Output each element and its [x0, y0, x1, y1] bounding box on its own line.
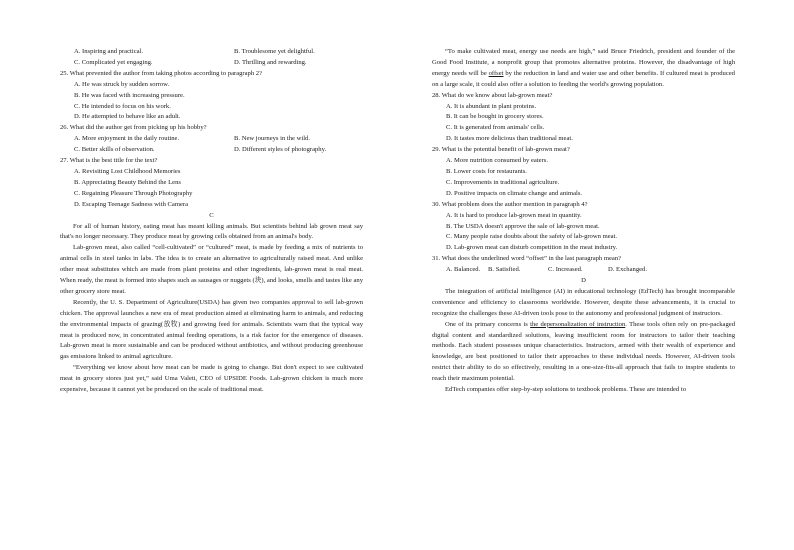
q25-option-c: C. He intended to focus on his work. [74, 102, 171, 110]
q28-stem: 28. What do we know about lab-grown meat? [432, 91, 553, 99]
q28-option-a: A. It is abundant in plant proteins. [446, 102, 537, 110]
q27-stem: 27. What is the best title for the text? [60, 157, 158, 165]
q30-stem: 30. What problem does the author mention in paragraph 4? [432, 200, 588, 208]
q31-option-c: C. Increased. [548, 266, 583, 274]
q24-option-d: D. Thrilling and rewarding. [234, 58, 307, 66]
q30-option-c: C. Many people raise doubts about the safety of lab-grown meat. [446, 233, 618, 241]
q26-options-row2 [60, 145, 363, 156]
q31-stem: 31. What does the underlined word “offset” in the last paragraph mean? [432, 255, 622, 263]
q30-option-a: A. It is hard to produce lab-grown meat in quantity. [446, 211, 582, 219]
passage-c-paragraph-4: “Everything we know about how meat can be made is going to change. But don't expect to see cultivated meat in grocery stores just yet,” said Uma Valeti, CEO of UPSIDE Foods. Lab-grown chicken is much more expensive, because it cannot yet be produced on the scale of traditional meat. [60, 364, 363, 394]
q27-option-c: C. Regaining Pleasure Through Photography [74, 189, 193, 197]
q28-option-c: C. It is generated from animals' cells. [446, 124, 545, 132]
right-column [432, 47, 735, 396]
q31-option-d: D. Exchanged. [608, 266, 647, 274]
passage-d-paragraph-2 [432, 320, 735, 385]
q28-option-b: B. It can be bought in grocery stores. [446, 113, 544, 121]
passage-c-paragraph-1: For all of human history, eating meat has meant killing animals. But scientists behind lab grown meat say that's no longer necessary. They produce meat by growing cells obtained from an animal's body. [60, 222, 363, 241]
q29-option-b: B. Lower costs for restaurants. [446, 167, 527, 175]
section-c-heading: C [209, 211, 214, 219]
paragraph-d2-text-before: One of its primary concerns is [445, 320, 531, 328]
q28-option-d: D. It tastes more delicious than traditional meat. [446, 135, 573, 143]
q24-option-a: A. Inspiring and practical. [74, 48, 144, 55]
q26-option-b: B. New journeys in the wild. [234, 135, 311, 143]
q30-option-d: D. Lab-grown meat can disturb competition in the meat industry. [446, 244, 618, 252]
underlined-phrase-depersonalization: the depersonalization of instruction [530, 320, 626, 328]
q29-option-a: A. More nutrition consumed by eaters. [446, 157, 548, 165]
paragraph-5-text-before: “To make cultivated meat, energy use needs are high,” said Bruce Friedrich, president and founder of the Good Food Institute, a nonprofit group that promotes alternative proteins. However, the disadvantage of high energy needs will be [432, 48, 735, 77]
q31-option-a: A. Balanced. [446, 266, 481, 274]
q26-options-row1 [60, 134, 363, 145]
paragraph-5-text-after: by the reduction in land and water use and other benefits. If cultured meat is produced on a large scale, it could also offer a solution to feeding the world's growing population. [432, 69, 735, 88]
q27-option-a: A. Revisiting Lost Childhood Memories [74, 167, 181, 175]
underlined-word-offset: offset [488, 69, 504, 77]
passage-c-paragraph-2: Lab-grown meat, also called “cell-cultivated” or “cultured” meat, is made by feeding a mix of nutrients to animal cells in steel tanks in labs. The idea is to create an alternative to agriculturally raised meat. And unlike other meat substitutes which are made from plant proteins and other ingredients, lab-grown meat is real meat. When ready, the meat is formed into shapes such as sausages or nuggets (块), and looks, smells and tastes like any other grocery store meat. [60, 244, 363, 295]
passage-d-paragraph-3: EdTech companies offer step-by-step solutions to textbook problems. These are intended to [445, 386, 687, 394]
q24-option-c: C. Complicated yet engaging. [74, 58, 153, 66]
paragraph-d2-text-after: . These tools often rely on pre-packaged digital content and standardized solutions, leaving insufficient room for instructors to tailor their teaching methods. Each student possesses unique characteristics. Instructors, armed with their wealth of experience and knowledge, are best positioned to tailor their approaches to these individual needs. However, AI-driven tools restrict their ability to do so effectively, resulting in a one-size-fits-all approach that fails to inspire students to reach their maximum potential. [432, 320, 735, 383]
section-d-heading: D [581, 277, 586, 285]
q31-options-row [432, 265, 735, 276]
q24-options-row1 [60, 47, 363, 58]
q31-option-b: B. Satisfied. [488, 266, 521, 274]
passage-c-paragraph-3: Recently, the U. S. Department of Agriculture(USDA) has given two companies approval to sell lab-grown chicken. The approval launches a new era of meat production aimed at eliminating harm to animals, and reducing the environmental impacts of grazing(放牧) and growing feed for animals. Scientists warn that the typical way meat is produced now, in concentrated animal feeding operations, is a risk factor for the emergence of diseases. Lab-grown meat is more sustainable and can be produced without antibiotics, and without producing greenhouse gas emissions linked to animal agriculture. [60, 298, 363, 361]
passage-c-paragraph-5 [432, 47, 735, 91]
left-column [60, 47, 363, 396]
q29-stem: 29. What is the potential benefit of lab-grown meat? [432, 146, 570, 154]
q25-option-b: B. He was faced with increasing pressure. [74, 91, 185, 99]
q25-option-d: D. He attempted to behave like an adult. [74, 113, 181, 121]
q29-option-c: C. Improvements in traditional agriculture. [446, 178, 560, 186]
q27-option-d: D. Escaping Teenage Sadness with Camera [74, 200, 189, 208]
q26-option-d: D. Different styles of photography. [234, 146, 327, 154]
q29-option-d: D. Positive impacts on climate change and animals. [446, 189, 583, 197]
q24-option-b: B. Troublesome yet delightful. [234, 48, 315, 55]
q25-option-a: A. He was struck by sudden sorrow. [74, 80, 170, 88]
q24-options-row2 [60, 58, 363, 69]
passage-d-paragraph-1: The integration of artificial intelligence (AI) in educational technology (EdTech) has brought incomparable convenience and efficiency to classrooms worldwide. However, despite these advancements, it is crucial to recognize the challenges these AI-driven tools pose to the autonomy and professional judgment of instructors. [432, 287, 735, 317]
q30-option-b: B. The USDA doesn't approve the sale of lab-grown meat. [446, 222, 600, 230]
q26-option-c: C. Better skills of observation. [74, 146, 155, 154]
q26-option-a: A. More enjoyment in the daily routine. [74, 135, 180, 143]
q25-stem: 25. What prevented the author from taking photos according to paragraph 2? [60, 69, 263, 77]
q26-stem: 26. What did the author get from picking up his hobby? [60, 124, 207, 132]
q27-option-b: B. Appreciating Beauty Behind the Lens [74, 178, 181, 186]
